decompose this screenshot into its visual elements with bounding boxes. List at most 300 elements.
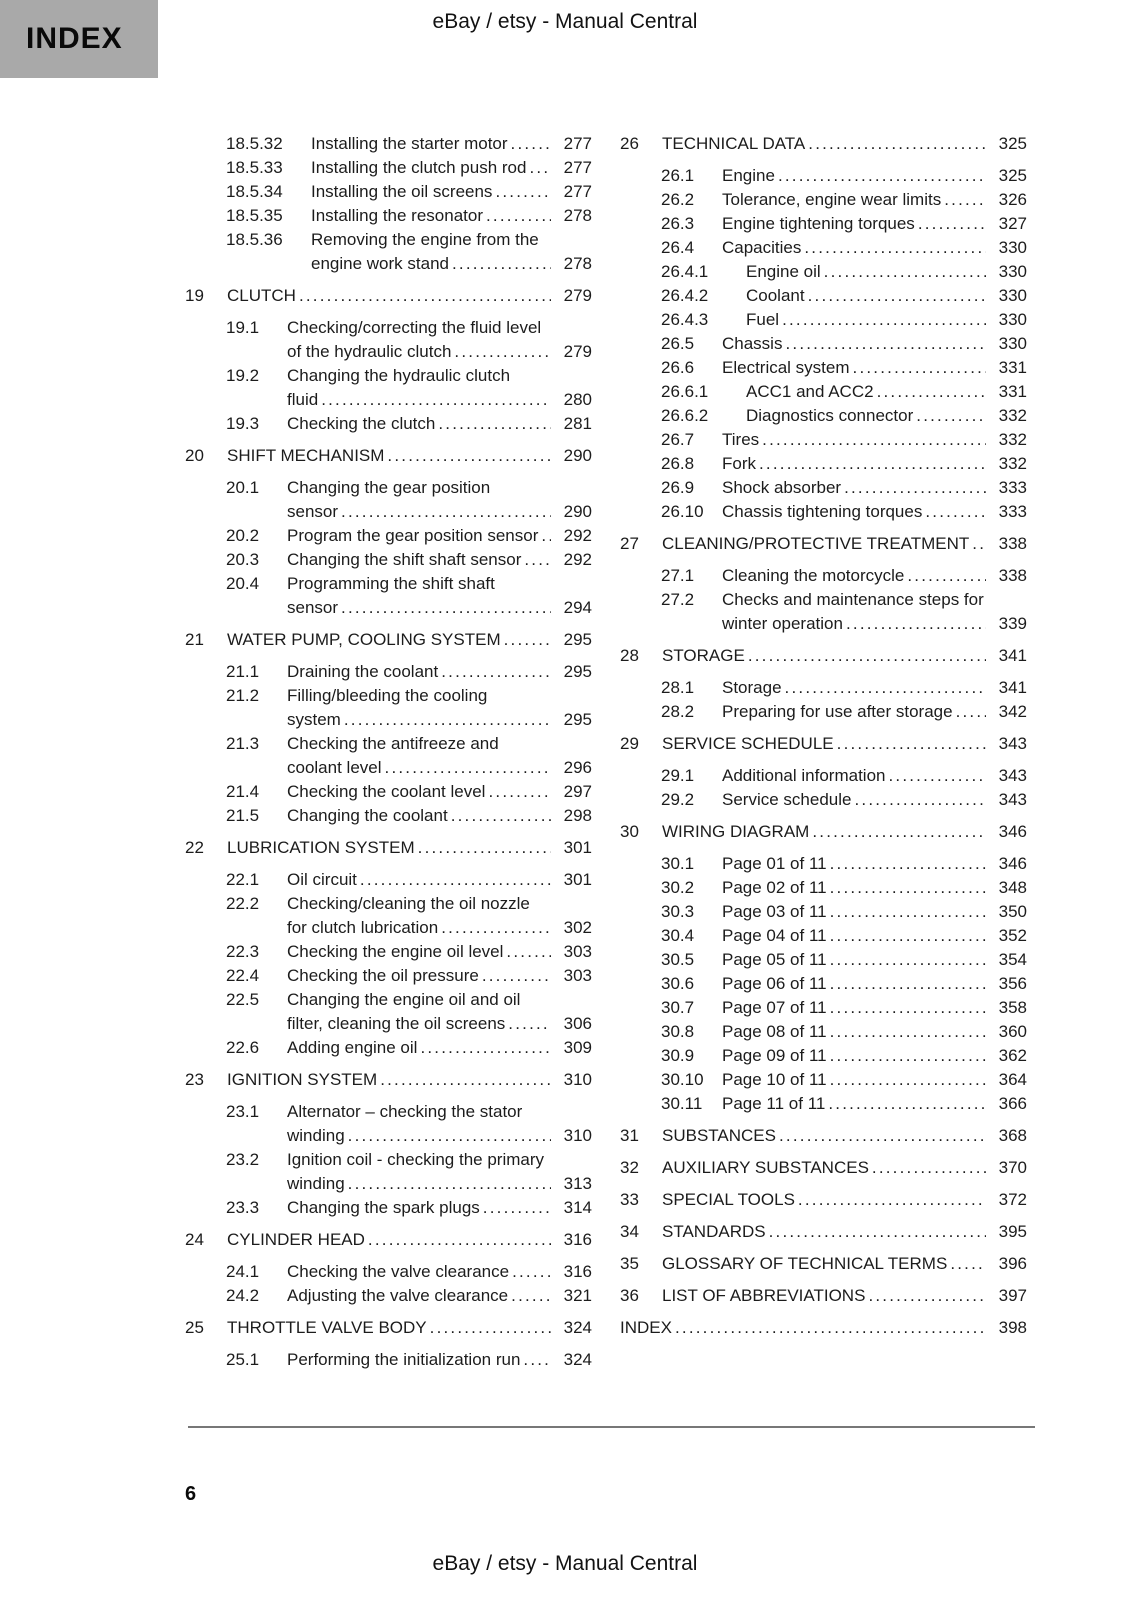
dot-leader	[759, 452, 986, 476]
toc-entry-number: 25	[185, 1318, 204, 1337]
toc-entry-title: Page 05 of 11	[722, 950, 827, 969]
toc-entry-title: Changing the hydraulic clutch	[287, 366, 511, 385]
toc-entry-line	[185, 916, 592, 940]
toc-entry-line	[185, 732, 592, 756]
dot-leader	[341, 596, 551, 620]
dot-leader	[524, 548, 551, 572]
dot-leader	[385, 756, 551, 780]
toc-entry-line	[620, 164, 1027, 188]
toc-entry	[185, 572, 592, 620]
toc-entry-title: Installing the clutch push rod	[311, 158, 527, 177]
toc-entry-page: 343	[998, 790, 1027, 809]
toc-entry	[185, 1068, 592, 1092]
toc-entry	[620, 924, 1027, 948]
toc-entry-title: Coolant	[746, 286, 805, 305]
dot-leader	[830, 1020, 986, 1044]
toc-entry-title: Changing the coolant	[287, 806, 448, 825]
toc-entry-title: Additional information	[722, 766, 886, 785]
toc-entry	[185, 1100, 592, 1148]
toc-entry	[185, 132, 592, 156]
toc-entry-title: GLOSSARY OF TECHNICAL TERMS	[662, 1254, 948, 1273]
toc-entry-title: winding	[287, 1126, 345, 1145]
toc-entry	[620, 876, 1027, 900]
toc-entry-number: 26	[620, 134, 639, 153]
toc-entry-number: 18.5.35	[226, 206, 283, 225]
toc-entry-number: 19.2	[226, 366, 260, 385]
toc-entry-title: Checking/correcting the fluid level	[287, 318, 542, 337]
toc-entry-line	[185, 708, 592, 732]
toc-entry-page: 277	[563, 182, 592, 201]
toc-entry-line	[185, 228, 592, 252]
toc-entry-title: Chassis tightening torques	[722, 502, 923, 521]
toc-entry-line	[620, 1068, 1027, 1092]
toc-entry-line	[185, 780, 592, 804]
dot-leader	[430, 1316, 551, 1340]
toc-entry-number: 22	[185, 838, 204, 857]
index-box-label: INDEX	[26, 22, 123, 55]
toc-entry-page: 332	[998, 454, 1027, 473]
toc-entry-number: 35	[620, 1254, 639, 1273]
toc-entry-line	[185, 628, 592, 652]
toc-entry	[620, 676, 1027, 700]
dot-leader	[944, 188, 986, 212]
dot-leader	[830, 852, 986, 876]
toc-entry-number: 29.2	[661, 790, 695, 809]
dot-leader	[854, 788, 986, 812]
toc-entry-line	[185, 988, 592, 1012]
toc-entry-line	[185, 1068, 592, 1092]
toc-entry-number: 21	[185, 630, 204, 649]
toc-entry-line	[620, 1188, 1027, 1212]
dot-leader	[782, 308, 986, 332]
dot-leader	[511, 132, 551, 156]
dot-leader	[778, 164, 986, 188]
dot-leader	[438, 412, 551, 436]
dot-leader	[420, 1036, 551, 1060]
toc-entry	[185, 1284, 592, 1308]
toc-entry-line	[185, 204, 592, 228]
dot-leader	[504, 628, 551, 652]
toc-entry-title: engine work stand	[311, 254, 449, 273]
dot-leader	[748, 644, 986, 668]
toc-entry-page: 310	[563, 1126, 592, 1145]
toc-entry-number: 26.6	[661, 358, 695, 377]
toc-entry-title: INDEX	[620, 1318, 672, 1337]
toc-entry-number: 21.5	[226, 806, 260, 825]
toc-entry-title: Removing the engine from the	[311, 230, 539, 249]
toc-entry-line	[620, 332, 1027, 356]
toc-entry-line	[620, 212, 1027, 236]
toc-entry-number: 26.4.2	[661, 286, 709, 305]
toc-entry-number: 20.4	[226, 574, 260, 593]
toc-entry-number: 29	[620, 734, 639, 753]
toc-entry-number: 31	[620, 1126, 639, 1145]
toc-entry-title: filter, cleaning the oil screens	[287, 1014, 506, 1033]
toc-entry-title: Page 03 of 11	[722, 902, 827, 921]
toc-entry-title: Fuel	[746, 310, 780, 329]
toc-entry	[620, 700, 1027, 724]
toc-entry-page: 398	[998, 1318, 1027, 1337]
toc-entry-page: 310	[563, 1070, 592, 1089]
toc-entry-page: 330	[998, 262, 1027, 281]
toc-entry-page: 346	[998, 822, 1027, 841]
toc-entry-line	[620, 1252, 1027, 1276]
toc-entry-page: 295	[563, 630, 592, 649]
toc-entry-title: Program the gear position sensor	[287, 526, 539, 545]
toc-entry-number: 18.5.36	[226, 230, 283, 249]
toc-entry-number: 26.2	[661, 190, 695, 209]
toc-entry-page: 341	[998, 678, 1027, 697]
toc-entry	[620, 188, 1027, 212]
toc-entry-number: 27	[620, 534, 639, 553]
toc-entry-title: Chassis	[722, 334, 783, 353]
dot-leader	[918, 212, 986, 236]
dot-leader	[675, 1316, 986, 1340]
toc-entry-title: LIST OF ABBREVIATIONS	[662, 1286, 866, 1305]
toc-entry-page: 350	[998, 902, 1027, 921]
dot-leader	[950, 1252, 986, 1276]
toc-entry-line	[620, 308, 1027, 332]
toc-entry-page: 330	[998, 334, 1027, 353]
dot-leader	[853, 356, 986, 380]
toc-entry-line	[185, 340, 592, 364]
toc-entry	[185, 780, 592, 804]
toc-entry	[620, 500, 1027, 524]
toc-entry-title: Performing the initialization run	[287, 1350, 521, 1369]
toc-entry-number: 26.4.3	[661, 310, 709, 329]
dot-leader	[844, 476, 986, 500]
toc-entry-title: Fork	[722, 454, 756, 473]
toc-entry-title: Page 11 of 11	[722, 1094, 826, 1113]
toc-entry-title: winter operation	[722, 614, 843, 633]
toc-entry-line	[620, 188, 1027, 212]
toc-entry	[185, 988, 592, 1036]
toc-entry-page: 342	[998, 702, 1027, 721]
toc-entry-page: 279	[563, 286, 592, 305]
dot-leader	[779, 1124, 986, 1148]
toc-entry-page: 330	[998, 238, 1027, 257]
toc-entry-line	[185, 1036, 592, 1060]
toc-entry-page: 302	[563, 918, 592, 937]
toc-entry	[620, 308, 1027, 332]
dot-leader	[452, 252, 551, 276]
dot-leader	[846, 612, 986, 636]
toc-entry	[620, 948, 1027, 972]
toc-entry-line	[620, 500, 1027, 524]
toc-entry-line	[185, 444, 592, 468]
toc-entry-page: 316	[563, 1262, 592, 1281]
toc-entry-line	[620, 876, 1027, 900]
toc-entry-title: Checking the valve clearance	[287, 1262, 510, 1281]
footer-divider	[188, 1426, 1035, 1428]
toc-entry	[620, 260, 1027, 284]
toc-entry-number: 18.5.32	[226, 134, 283, 153]
toc-entry-line	[185, 684, 592, 708]
dot-leader	[511, 1284, 551, 1308]
toc-entry-title: of the hydraulic clutch	[287, 342, 452, 361]
toc-entry-number: 20.3	[226, 550, 260, 569]
toc-left-column	[185, 132, 592, 1372]
toc-entry-title: SHIFT MECHANISM	[227, 446, 385, 465]
toc-entry-page: 292	[563, 550, 592, 569]
toc-entry-title: Installing the resonator	[311, 206, 483, 225]
toc-entry-title: ACC1 and ACC2	[746, 382, 874, 401]
toc-entry	[185, 868, 592, 892]
toc-entry	[620, 1092, 1027, 1116]
dot-leader	[488, 780, 551, 804]
toc-entry-line	[185, 1196, 592, 1220]
toc-entry-page: 341	[998, 646, 1027, 665]
dot-leader	[828, 1092, 986, 1116]
toc-entry-line	[620, 564, 1027, 588]
toc-entry-title: sensor	[287, 598, 339, 617]
toc-entry-title: Tolerance, engine wear limits	[722, 190, 942, 209]
dot-leader	[830, 948, 986, 972]
toc-entry-line	[185, 500, 592, 524]
toc-entry-title: Checking the oil pressure	[287, 966, 479, 985]
toc-entry-title: Service schedule	[722, 790, 852, 809]
dot-leader	[360, 868, 551, 892]
toc-entry-line	[620, 764, 1027, 788]
toc-entry-number: 27.1	[661, 566, 695, 585]
toc-entry-page: 295	[563, 662, 592, 681]
toc-entry-title: Changing the spark plugs	[287, 1198, 480, 1217]
toc-entry-number: 26.4.1	[661, 262, 709, 281]
toc-entry-title: WIRING DIAGRAM	[662, 822, 810, 841]
toc-entry	[620, 1044, 1027, 1068]
toc-entry-line	[185, 364, 592, 388]
page-number: 6	[185, 1483, 197, 1505]
toc-entry	[620, 820, 1027, 844]
toc-entry-title: winding	[287, 1174, 345, 1193]
toc-entry-number: 24.1	[226, 1262, 260, 1281]
toc-entry-line	[620, 972, 1027, 996]
toc-entry-title: Page 01 of 11	[722, 854, 827, 873]
toc-entry-title: Diagnostics connector	[746, 406, 914, 425]
toc-entry-title: sensor	[287, 502, 339, 521]
dot-leader	[956, 700, 986, 724]
toc-entry-number: 28.1	[661, 678, 695, 697]
dot-leader	[868, 1284, 986, 1308]
dot-leader	[348, 1124, 551, 1148]
toc-entry-page: 362	[998, 1046, 1027, 1065]
dot-leader	[321, 388, 551, 412]
toc-entry	[185, 476, 592, 524]
dot-leader	[830, 996, 986, 1020]
toc-entry-page: 346	[998, 854, 1027, 873]
dot-leader	[808, 132, 986, 156]
toc-entry	[185, 412, 592, 436]
toc-entry-number: 26.6.2	[661, 406, 709, 425]
toc-entry-line	[185, 180, 592, 204]
dot-leader	[451, 804, 551, 828]
toc-entry-line	[185, 836, 592, 860]
toc-entry-title: Page 02 of 11	[722, 878, 827, 897]
toc-entry	[185, 444, 592, 468]
toc-entry	[620, 996, 1027, 1020]
toc-entry-line	[620, 428, 1027, 452]
toc-entry-number: 26.9	[661, 478, 695, 497]
dot-leader	[830, 900, 986, 924]
dot-leader	[769, 1220, 986, 1244]
toc-entry-title: WATER PUMP, COOLING SYSTEM	[227, 630, 501, 649]
toc-entry	[620, 564, 1027, 588]
toc-entry-line	[620, 1044, 1027, 1068]
dot-leader	[837, 732, 986, 756]
toc-entry-page: 368	[998, 1126, 1027, 1145]
toc-entry-line	[620, 404, 1027, 428]
toc-entry-number: 30.11	[661, 1094, 703, 1113]
toc-entry-title: Page 07 of 11	[722, 998, 827, 1017]
toc-entry	[185, 804, 592, 828]
toc-entry-title: Cleaning the motorcycle	[722, 566, 905, 585]
toc-entry	[185, 732, 592, 780]
toc-entry-number: 20	[185, 446, 204, 465]
toc-entry-page: 354	[998, 950, 1027, 969]
toc-entry-line	[185, 868, 592, 892]
toc-entry-page: 356	[998, 974, 1027, 993]
toc-entry	[185, 1196, 592, 1220]
toc-entry-line	[185, 756, 592, 780]
toc-entry-number: 20.1	[226, 478, 260, 497]
toc-entry	[185, 548, 592, 572]
toc-entry-number: 28.2	[661, 702, 695, 721]
dot-leader	[798, 1188, 986, 1212]
toc-entry	[185, 684, 592, 732]
toc-entry-number: 26.6.1	[661, 382, 709, 401]
toc-entry-number: 22.5	[226, 990, 260, 1009]
toc-entry-line	[185, 804, 592, 828]
toc-entry-number: 30.8	[661, 1022, 695, 1041]
toc-entry-page: 303	[563, 966, 592, 985]
toc-entry-page: 395	[998, 1222, 1027, 1241]
toc-entry-line	[185, 596, 592, 620]
toc-entry-title: Checking the clutch	[287, 414, 436, 433]
toc-entry	[620, 1156, 1027, 1180]
toc-entry-title: Page 04 of 11	[722, 926, 827, 945]
toc-entry-page: 333	[998, 478, 1027, 497]
toc-entry-number: 28	[620, 646, 639, 665]
dot-leader	[523, 1348, 551, 1372]
toc-entry-number: 36	[620, 1286, 639, 1305]
toc-entry-page: 303	[563, 942, 592, 961]
toc-entry-line	[620, 700, 1027, 724]
toc-entry-title: Oil circuit	[287, 870, 357, 889]
toc-entry-title: Page 10 of 11	[722, 1070, 827, 1089]
dot-leader	[972, 532, 986, 556]
dot-leader	[506, 940, 551, 964]
toc-entry-number: 22.6	[226, 1038, 260, 1057]
toc-entry-title: LUBRICATION SYSTEM	[227, 838, 415, 857]
toc-entry	[185, 660, 592, 684]
toc-entry	[185, 964, 592, 988]
toc-entry-title: IGNITION SYSTEM	[227, 1070, 378, 1089]
toc-entry-title: STANDARDS	[662, 1222, 766, 1241]
toc-entry-title: Preparing for use after storage	[722, 702, 953, 721]
toc-entry-line	[620, 532, 1027, 556]
dot-leader	[380, 1068, 551, 1092]
toc-entry-title: Checking the coolant level	[287, 782, 486, 801]
toc-entry-number: 26.5	[661, 334, 695, 353]
toc-entry-title: Alternator – checking the stator	[287, 1102, 523, 1121]
toc-entry-title: Installing the starter motor	[311, 134, 508, 153]
toc-entry-title: Electrical system	[722, 358, 850, 377]
toc-entry	[620, 972, 1027, 996]
toc-entry-number: 22.3	[226, 942, 260, 961]
toc-entry-page: 343	[998, 734, 1027, 753]
toc-entry-line	[185, 1228, 592, 1252]
toc-entry-title: STORAGE	[662, 646, 745, 665]
toc-entry-title: SUBSTANCES	[662, 1126, 776, 1145]
toc-entry-number: 34	[620, 1222, 639, 1241]
dot-leader	[541, 524, 551, 548]
toc-entry-line	[185, 132, 592, 156]
toc-entry-line	[620, 1284, 1027, 1308]
toc-entry-page: 324	[563, 1350, 592, 1369]
toc-entry-number: 30	[620, 822, 639, 841]
table-of-contents	[185, 132, 1027, 1372]
toc-entry-number: 30.3	[661, 902, 695, 921]
toc-entry-line	[185, 660, 592, 684]
toc-entry-line	[185, 252, 592, 276]
toc-entry-number: 18.5.34	[226, 182, 283, 201]
dot-leader	[483, 1196, 551, 1220]
toc-entry-page: 292	[563, 526, 592, 545]
toc-entry-title: Ignition coil - checking the primary	[287, 1150, 545, 1169]
toc-entry	[185, 1148, 592, 1196]
toc-entry-page: 372	[998, 1190, 1027, 1209]
toc-entry-number: 26.4	[661, 238, 695, 257]
toc-entry-page: 332	[998, 406, 1027, 425]
toc-entry-title: Checks and maintenance steps for	[722, 590, 984, 609]
toc-entry-page: 278	[563, 206, 592, 225]
toc-entry-page: 314	[563, 1198, 592, 1217]
toc-entry-number: 21.3	[226, 734, 260, 753]
toc-entry-page: 280	[563, 390, 592, 409]
header-title: eBay / etsy - Manual Central	[432, 10, 698, 33]
toc-entry-title: Programming the shift shaft	[287, 574, 495, 593]
toc-entry-page: 281	[563, 414, 592, 433]
toc-entry-line	[620, 948, 1027, 972]
toc-entry-number: 26.8	[661, 454, 695, 473]
dot-leader	[824, 260, 986, 284]
toc-entry-line	[185, 1124, 592, 1148]
toc-entry-title: Installing the oil screens	[311, 182, 493, 201]
toc-entry	[185, 892, 592, 940]
toc-entry-page: 348	[998, 878, 1027, 897]
dot-leader	[808, 284, 986, 308]
toc-entry-page: 298	[563, 806, 592, 825]
toc-entry	[620, 380, 1027, 404]
toc-entry	[620, 332, 1027, 356]
toc-entry-title: Page 08 of 11	[722, 1022, 827, 1041]
toc-entry-line	[620, 996, 1027, 1020]
toc-entry-line	[185, 1260, 592, 1284]
toc-entry-page: 301	[563, 838, 592, 857]
toc-entry-page: 327	[998, 214, 1027, 233]
toc-entry-line	[620, 588, 1027, 612]
toc-entry-page: 324	[563, 1318, 592, 1337]
toc-entry-page: 325	[998, 166, 1027, 185]
toc-entry-number: 21.4	[226, 782, 260, 801]
toc-entry-title: Adding engine oil	[287, 1038, 418, 1057]
toc-entry	[620, 532, 1027, 556]
toc-entry-line	[185, 156, 592, 180]
toc-entry-title: Page 06 of 11	[722, 974, 827, 993]
toc-entry	[620, 732, 1027, 756]
toc-entry-number: 23	[185, 1070, 204, 1089]
toc-entry	[620, 212, 1027, 236]
